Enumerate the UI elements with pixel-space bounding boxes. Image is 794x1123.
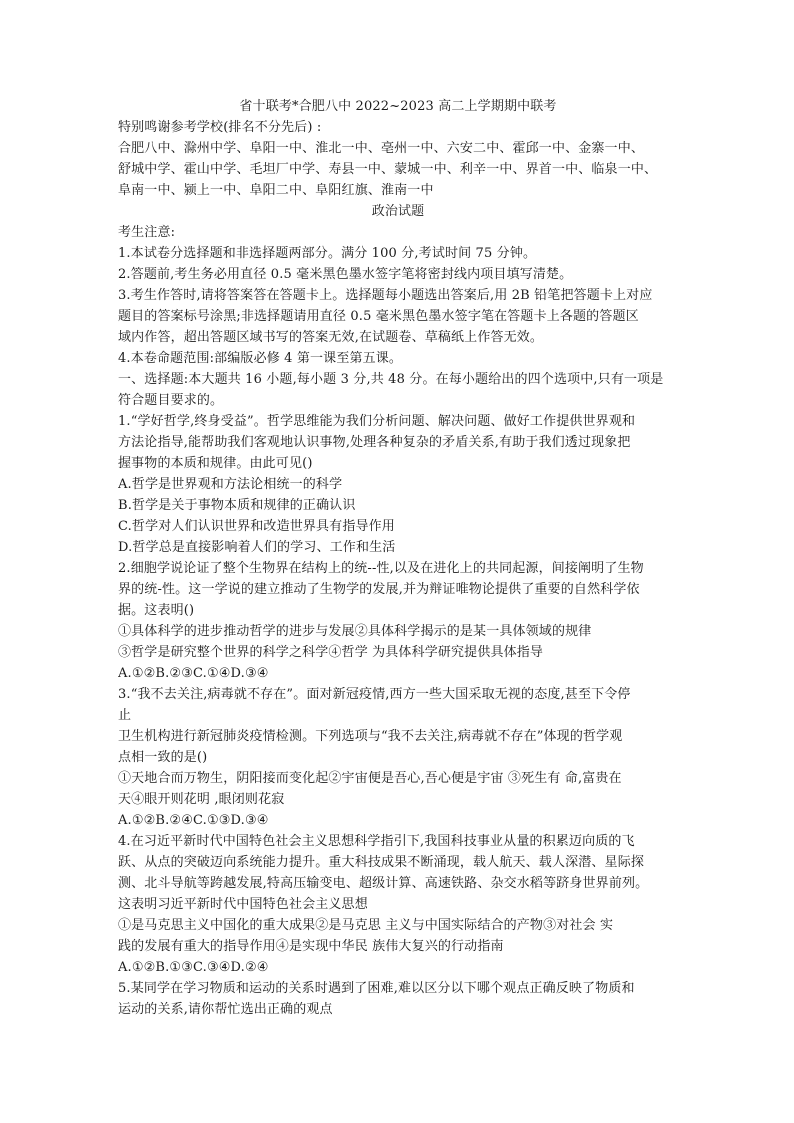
question-line: 界的统-性。这一学说的建立推动了生物学的发展,并为辩证唯物论提供了重要的自然科学依 xyxy=(118,582,640,597)
question-line: 1.“学好哲学,终身受益”。哲学思维能为我们分析问题、解决问题、做好工作提供世界观和 xyxy=(118,414,636,429)
question-line: 3.“我不去关注,病毒就不存在”。面对新冠疫情,西方一些大国采取无视的态度,甚至下令停 xyxy=(118,687,631,702)
question-line: 测、北斗导航等跨越发展,特高压输变电、超级计算、高速铁路、杂交水稻等跻身世界前列。 xyxy=(118,876,649,891)
notice-line: 4.本卷命题范围:部编版必修 4 第一课至第五课。 xyxy=(118,351,403,366)
question-line: 方法论指导,能帮助我们客观地认识事物,处理各种复杂的矛盾关系,有助于我们透过现象把 xyxy=(118,435,631,450)
subject-title: 政治试题 xyxy=(371,204,425,219)
statement-line: ①天地合而万物生，阴阳接而变化起②宇宙便是吾心,吾心便是宇宙 ③死生有 命,富贵在 xyxy=(118,771,622,786)
question-5 xyxy=(118,978,678,1020)
option-line: A.①②B.②③C.①④D.③④ xyxy=(118,666,269,681)
question-2 xyxy=(118,558,678,684)
notice-line: 2.答题前,考生务必用直径 0.5 毫米黑色墨水签字笔将密封线内项目填写清楚。 xyxy=(118,267,573,282)
statement-line: 天④眼开则花明 ,眼闭则花寂 xyxy=(118,792,285,807)
question-line: 握事物的本质和规律。由此可见() xyxy=(118,456,313,471)
section-instruction: 一、选择题:本大题共 16 小题,每小题 3 分,共 48 分。在每小题给出的四个选项中,只有一项是 xyxy=(118,372,664,387)
exam-title: 省十联考*合肥八中 2022~2023 高二上学期期中联考 xyxy=(239,99,557,114)
notice-line: 3.考生作答时,请将答案答在答题卡上。选择题每小题选出答案后,用 2B 铅笔把答题卡上对应 xyxy=(118,288,653,303)
question-line: 5.某同学在学习物质和运动的关系时遇到了困难,难以区分以下哪个观点正确反映了物质和 xyxy=(118,981,635,996)
thanks-label: 特别鸣谢参考学校(排名不分先后) : xyxy=(118,120,322,135)
question-line: 据。这表明() xyxy=(118,603,195,618)
question-line: 跃、从点的突破迈向系统能力提升。重大科技成果不断涌现，载人航天、载人深潜、星际探 xyxy=(118,855,645,870)
question-line: 2.细胞学说论证了整个生物界在结构上的统--性,以及在进化上的共同起源，间接阐明了生物 xyxy=(118,561,644,576)
page-content xyxy=(118,96,678,1020)
question-line: 运动的关系,请你帮忙选出正确的观点 xyxy=(118,1002,333,1017)
notice-line: 域内作答，超出答题区域书写的答案无效,在试题卷、草稿纸上作答无效。 xyxy=(118,330,544,345)
notice-line: 题目的答案标号涂黑;非选择题请用直径 0.5 毫米黑色墨水签字笔在答题卡上各题的答题区 xyxy=(118,309,639,324)
option-line: A.①②B.②④C.①③D.③④ xyxy=(118,813,269,828)
option-line: C.哲学对人们认识世界和改造世界具有指导作用 xyxy=(118,519,395,534)
statement-line: ③哲学是研究整个世界的科学之科学④哲学 为具体科学研究提供具体指导 xyxy=(118,645,544,660)
question-4 xyxy=(118,831,678,978)
question-line: 卫生机构进行新冠肺炎疫情检测。下列选项与“我不去关注,病毒就不存在”体现的哲学观 xyxy=(118,729,623,744)
notice-heading: 考生注意: xyxy=(118,225,176,240)
question-line: 止 xyxy=(118,708,132,723)
question-1 xyxy=(118,411,678,558)
schools-line: 阜南一中、颍上一中、阜阳二中、阜阳红旗、淮南一中 xyxy=(118,183,434,198)
question-line: 4.在习近平新时代中国特色社会主义思想科学指引下,我国科技事业从量的积累迈向质的飞 xyxy=(118,834,635,849)
question-line: 点相一致的是() xyxy=(118,750,208,765)
section-instruction: 符合题目要求的。 xyxy=(118,393,224,408)
option-line: B.哲学是关于事物本质和规律的正确认识 xyxy=(118,498,356,513)
notice-line: 1.本试卷分选择题和非选择题两部分。满分 100 分,考试时间 75 分钟。 xyxy=(118,246,537,261)
schools-line: 舒城中学、霍山中学、毛坦厂中学、寿县一中、蒙城一中、利辛一中、界首一中、临泉一中、 xyxy=(118,162,658,177)
statement-line: ①是马克思主义中国化的重大成果②是马克思 主义与中国实际结合的产物③对社会 实 xyxy=(118,918,614,933)
schools-line: 合肥八中、滁州中学、阜阳一中、淮北一中、亳州一中、六安二中、霍邱一中、金寨一中、 xyxy=(118,141,645,156)
question-line: 这表明习近平新时代中国特色社会主义思想 xyxy=(118,897,368,912)
option-line: D.哲学总是直接影响着人们的学习、工作和生活 xyxy=(118,540,396,555)
question-3 xyxy=(118,684,678,831)
statement-line: 践的发展有重大的指导作用④是实现中华民 族伟大复兴的行动指南 xyxy=(118,939,504,954)
option-line: A.①②B.①③C.③④D.②④ xyxy=(118,960,269,975)
option-line: A.哲学是世界观和方法论相统一的科学 xyxy=(118,477,343,492)
statement-line: ①具体科学的进步推动哲学的进步与发展②具体科学揭示的是某一具体领域的规律 xyxy=(118,624,592,639)
